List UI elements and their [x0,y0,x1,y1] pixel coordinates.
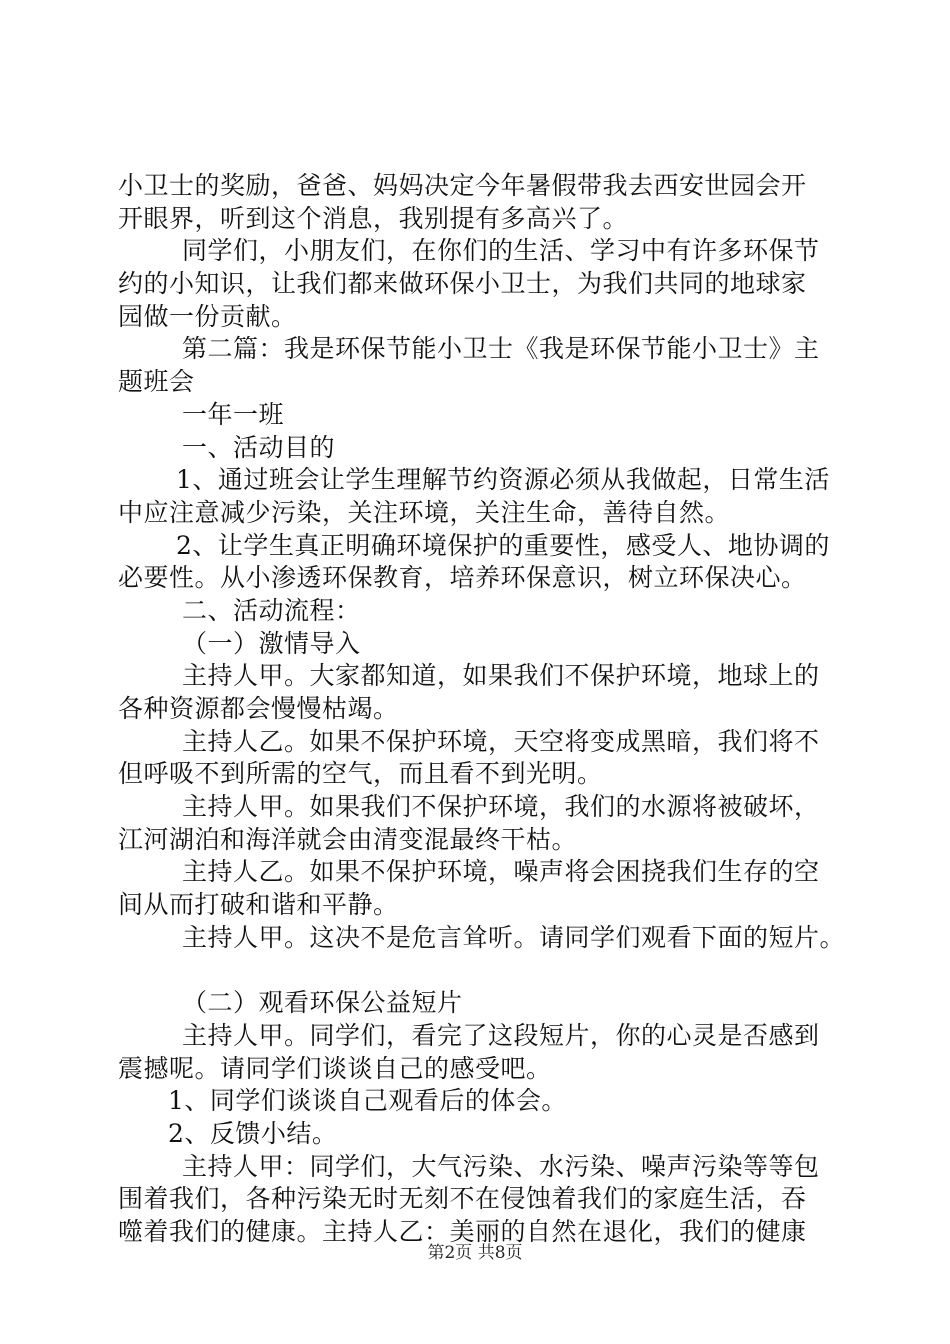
document-body [118,170,848,1249]
text-line: 噬着我们的健康。主持人乙：美丽的自然在退化，我们的健康 [118,1217,807,1246]
page-footer [0,1242,950,1264]
text-line: 主持人甲。如果我们不保护环境，我们的水源将被破坏， [182,792,820,822]
text-line: 主持人甲：同学们，大气污染、水污染、噪声污染等等包 [182,1151,820,1181]
text-line: 小卫士的奖励，爸爸、妈妈决定今年暑假带我去西安世园会开 [118,171,807,200]
text-line: 震撼呢。请同学们谈谈自己的感受吧。 [118,1053,552,1083]
text-line: 主持人乙。如果不保护环境，天空将变成黑暗，我们将不 [182,726,820,756]
text-line: 2、让学生真正明确环境保护的重要性，感受人、地协调的 [176,530,830,560]
text-line: 主持人甲。同学们，看完了这段短片，你的心灵是否感到 [182,1020,820,1050]
text-line: 1、同学们谈谈自己观看后的体会。 [168,1086,567,1116]
text-line: 各种资源都会慢慢枯竭。 [118,694,399,723]
blank-line [118,955,848,988]
text-line: 2、反馈小结。 [168,1118,338,1148]
text-line: 间从而打破和谐和平静。 [118,890,399,920]
text-line: 江河湖泊和海洋就会由清变混最终干枯。 [118,824,578,854]
text-line: 主持人乙。如果不保护环境，噪声将会困挠我们生存的空 [182,857,820,887]
text-line: 围着我们，各种污染无时无刻不在侵蚀着我们的家庭生活，吞 [118,1184,807,1214]
text-line: 但呼吸不到所需的空气，而且看不到光明。 [118,759,603,789]
subheading: 一、活动目的 [182,432,336,462]
subheading: （二）观看环保公益短片 [182,988,463,1018]
text-line: 约的小知识，让我们都来做环保小卫士，为我们共同的地球家 [118,269,807,299]
page-number: 第2页 共8页 [427,1243,523,1263]
text-line: 开眼界，听到这个消息，我别提有多高兴了。 [118,203,629,233]
class-name: 一年一班 [182,399,285,429]
text-line: 主持人甲。大家都知道，如果我们不保护环境，地球上的 [182,661,820,691]
subheading: 二、活动流程： [182,595,361,625]
text-line: 必要性。从小渗透环保教育，培养环保意识，树立环保决心。 [118,563,807,593]
text-line: 园做一份贡献。 [118,301,297,331]
text-line: 同学们，小朋友们，在你们的生活、学习中有许多环保节 [182,236,820,266]
section-heading-cont: 题班会 [118,367,195,397]
text-line: 主持人甲。这决不是危言耸听。请同学们观看下面的短片。 [182,922,846,952]
text-line: 中应注意减少污染，关注环境，关注生命，善待自然。 [118,497,731,527]
subheading: （一）激情导入 [182,628,361,658]
text-line: 1、通过班会让学生理解节约资源必须从我做起，日常生活 [176,465,830,495]
section-heading: 第二篇：我是环保节能小卫士《我是环保节能小卫士》主 [182,334,820,364]
